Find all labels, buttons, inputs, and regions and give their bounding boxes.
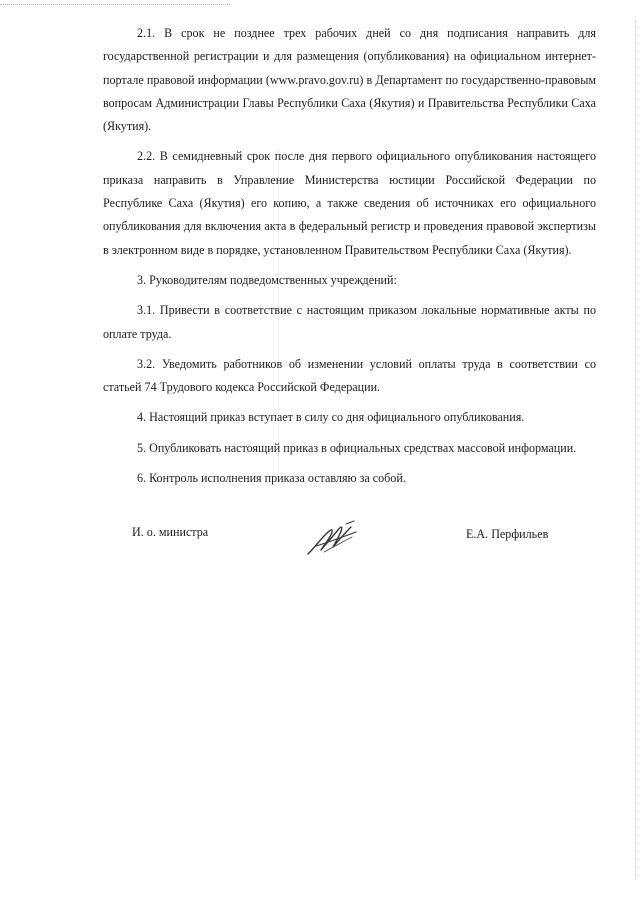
paragraph-2-1: 2.1. В срок не позднее трех рабочих дней со дня подписания направить для государственной регистрации и для размещения (опубликования) на официальном интернет-портале правовой информации (www.pravo.gov.ru) в Департамент по государственно-правовым вопросам Администрации Главы Республики Саха (Якутия) и Правительства Республики Саха (Якутия). [103,26,596,134]
paragraph-3-2: 3.2. Уведомить работников об изменении условий оплаты труда в соответствии со статьей 74 Трудового кодекса Российской Федерации. [103,356,596,395]
handwritten-signature [302,518,360,560]
paragraph-3-1: 3.1. Привести в соответствие с настоящим приказом локальные нормативные акты по оплате труда. [103,303,596,341]
paragraph-3: 3. Руководителям подведомственных учреждений: [137,272,397,287]
paragraph-4: 4. Настоящий приказ вступает в силу со дня официального опубликования. [137,410,525,425]
signatory-title: И. о. министра [132,525,209,539]
signatory-name: Е.А. Перфильев [466,527,549,541]
paragraph-2-2: 2.2. В семидневный срок после дня первого официального опубликования настоящего приказа направить в Управление Министерства юстиции Российской Федерации по Республике Саха (Якутия) его копию, а также сведения об источниках его официального опубликования для включения акта в федеральный регистр и проведения правовой экспертизы в электронном виде в порядке, установленном Правительством Республики Саха (Якутия). [103,149,596,257]
paragraph-6: 6. Контроль исполнения приказа оставляю за собой. [137,471,406,486]
paragraph-5: 5. Опубликовать настоящий приказ в официальных средствах массовой информации. [137,440,577,455]
